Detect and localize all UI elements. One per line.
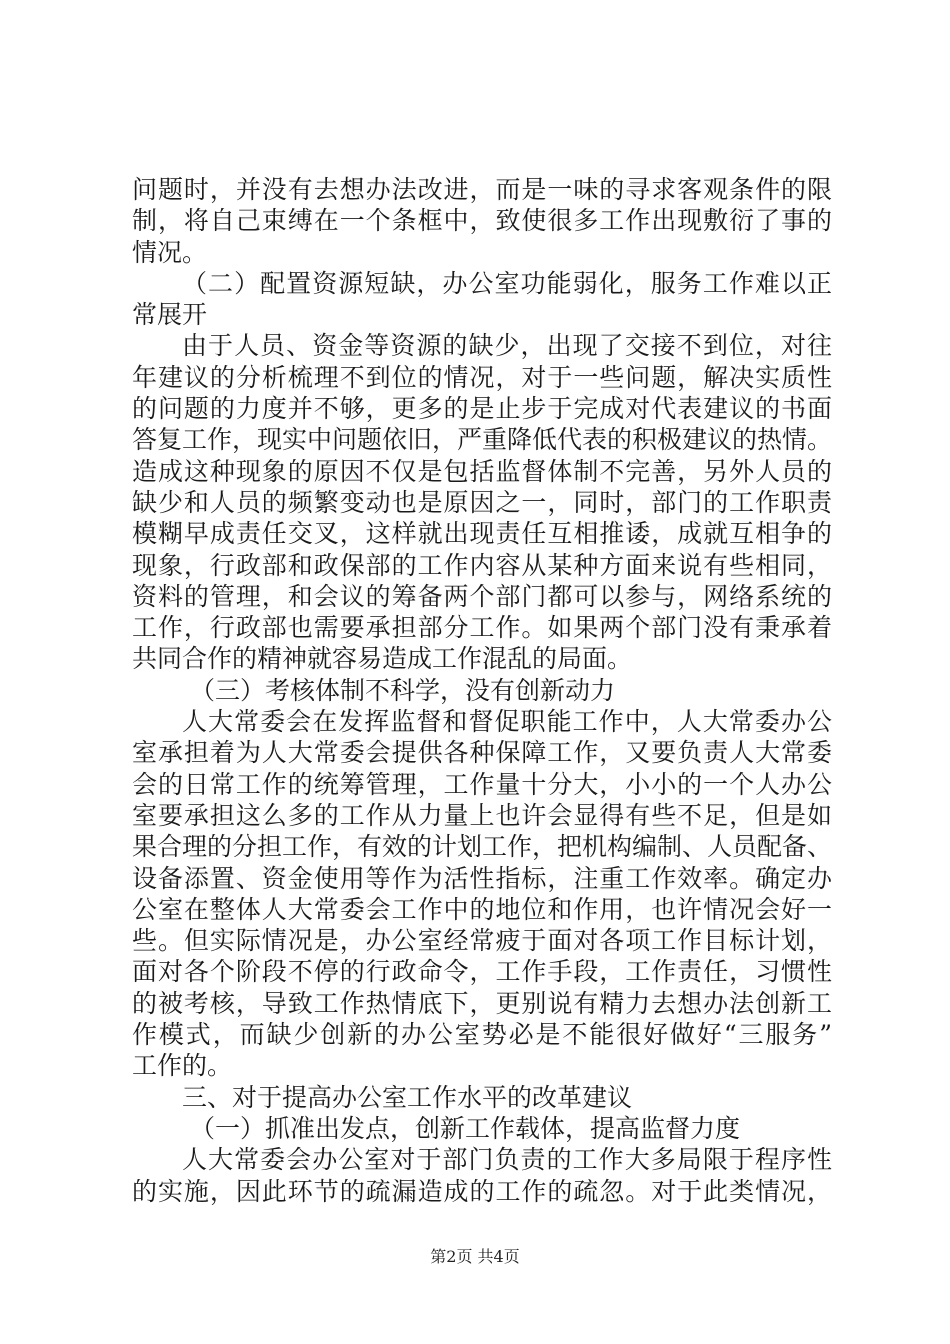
text-line: 设备添置、资金使用等作为活性指标，注重工作效率。确定办 [132, 863, 832, 893]
text-line: 共同合作的精神就容易造成工作混乱的局面。 [132, 644, 633, 674]
text-line: 缺少和人员的频繁变动也是原因之一，同时，部门的工作职责 [132, 487, 832, 517]
text-line: 年建议的分析梳理不到位的情况，对于一些问题，解决实质性 [132, 362, 832, 392]
text-line: 答复工作，现实中问题依旧，严重降低代表的积极建议的热情。 [132, 425, 833, 455]
text-line: 些。但实际情况是，办公室经常疲于面对各项工作目标计划， [132, 926, 832, 956]
text-line: 常展开 [132, 300, 208, 330]
text-line: 面对各个阶段不停的行政命令，工作手段，工作责任，习惯性 [132, 957, 832, 987]
text-line: 的问题的力度并不够，更多的是止步于完成对代表建议的书面 [132, 394, 832, 424]
text-line: 造成这种现象的原因不仅是包括监督体制不完善，另外人员的 [132, 456, 832, 486]
text-line: 问题时，并没有去想办法改进，而是一味的寻求客观条件的限 [132, 175, 832, 204]
text-line: 室承担着为人大常委会提供各种保障工作，又要负责人大常委 [132, 738, 832, 768]
text-line: （一）抓准出发点，创新工作载体，提高监督力度 [190, 1113, 741, 1143]
text-line: 室要承担这么多的工作从力量上也许会显得有些不足，但是如 [132, 800, 832, 830]
text-line: （二）配置资源短缺，办公室功能弱化，服务工作难以正 [182, 268, 832, 298]
text-line: 作模式，而缺少创新的办公室势必是不能很好做好“三服务” [132, 1020, 832, 1050]
text-line: 会的日常工作的统筹管理，工作量十分大，小小的一个人办公 [132, 769, 832, 799]
text-line: 资料的管理，和会议的筹备两个部门都可以参与，网络系统的 [132, 581, 832, 611]
text-line: 模糊早成责任交叉，这样就出现责任互相推诿，成就互相争的 [132, 519, 832, 549]
document-body [132, 174, 832, 1207]
text-line: 制，将自己束缚在一个条框中，致使很多工作出现敷衍了事的 [132, 206, 832, 236]
text-line: 的被考核，导致工作热情底下，更别说有精力去想办法创新工 [132, 988, 832, 1018]
text-line: （三）考核体制不科学，没有创新动力 [190, 675, 616, 705]
page-footer: 第2页 共4页 [430, 1247, 520, 1266]
text-line: 果合理的分担工作，有效的计划工作，把机构编制、人员配备、 [132, 832, 833, 862]
text-line: 工作，行政部也需要承担部分工作。如果两个部门没有秉承着 [132, 613, 832, 643]
text-line: 人大常委会在发挥监督和督促职能工作中，人大常委办公 [182, 707, 832, 737]
text-line: 现象，行政部和政保部的工作内容从某种方面来说有些相同， [132, 550, 832, 580]
text-line: 的实施，因此环节的疏漏造成的工作的疏忽。对于此类情况， [132, 1176, 832, 1206]
text-line: 工作的。 [132, 1051, 233, 1081]
text-line: 情况。 [132, 237, 208, 267]
text-line: 三、对于提高办公室工作水平的改革建议 [182, 1082, 633, 1112]
text-line: 由于人员、资金等资源的缺少，出现了交接不到位，对往 [182, 331, 832, 361]
text-line: 公室在整体人大常委会工作中的地位和作用，也许情况会好一 [132, 894, 832, 924]
text-line: 人大常委会办公室对于部门负责的工作大多局限于程序性 [182, 1145, 832, 1175]
